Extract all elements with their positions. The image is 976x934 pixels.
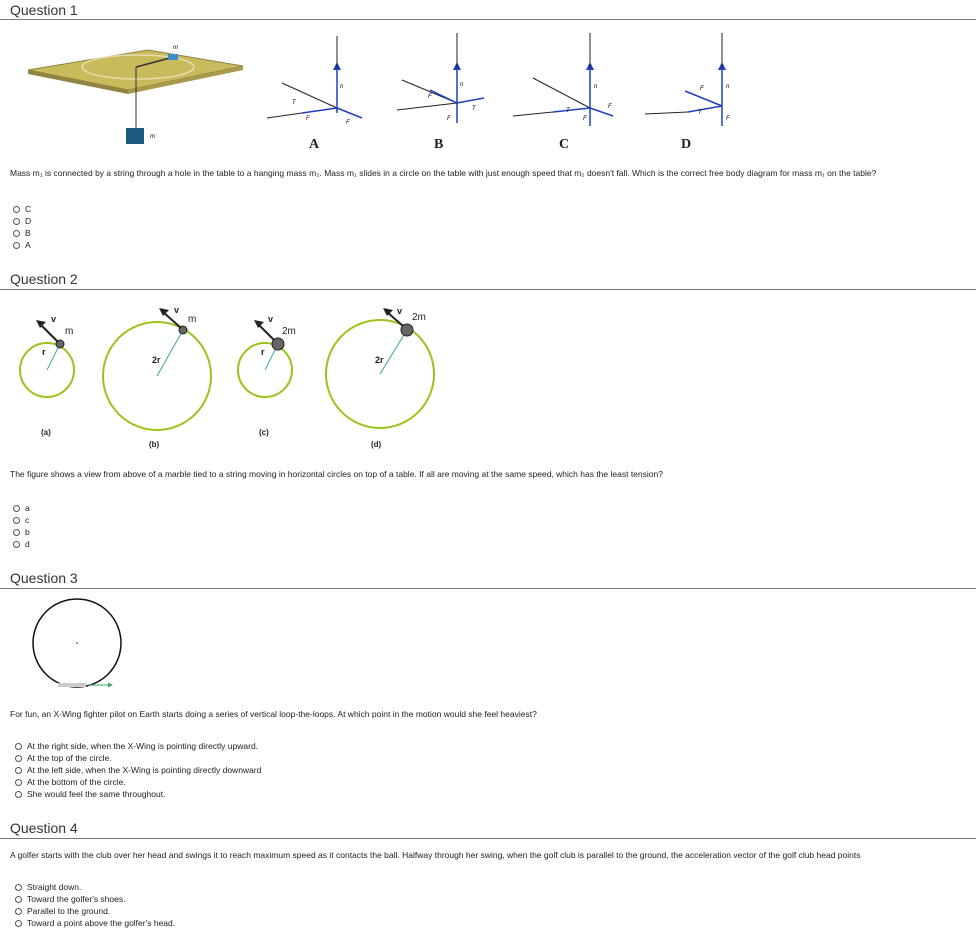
question-4-header [0, 819, 976, 839]
svg-text:m: m [150, 134, 155, 140]
q4-option-1[interactable] [15, 882, 81, 892]
panel-c-radius: r [261, 347, 265, 357]
fbd-b [392, 28, 502, 138]
panel-c-mass: 2m [282, 326, 296, 337]
fbd-label-c: C [559, 137, 570, 152]
svg-text:F: F [428, 94, 432, 100]
panel-c-velocity: v [268, 314, 274, 324]
panel-a-mass: m [65, 326, 74, 337]
option-label: Straight down. [27, 882, 82, 892]
q3-loop-figure [30, 598, 130, 698]
question-1-title: Question 1 [10, 2, 78, 18]
svg-text:T: T [472, 106, 476, 112]
svg-text:F: F [583, 116, 587, 122]
option-label: D [25, 216, 32, 226]
option-label: At the left side, when the X-Wing is pointing directly downward [27, 765, 262, 775]
question-2-title: Question 2 [10, 271, 78, 287]
option-label: C [25, 204, 32, 214]
svg-text:F: F [306, 116, 310, 122]
option-label: b [25, 527, 30, 537]
radio-button[interactable] [15, 896, 22, 903]
radio-button[interactable] [13, 505, 20, 512]
panel-c-caption: (c) [259, 428, 269, 437]
svg-text:n: n [726, 84, 730, 90]
radio-button[interactable] [13, 541, 20, 548]
radio-button[interactable] [13, 529, 20, 536]
radio-button[interactable] [15, 791, 22, 798]
question-2-text: The figure shows a view from above of a marble tied to a string moving in horizontal circles on top of a table. If all are moving at the same speed, which has the least tension? [10, 469, 663, 479]
fbd-label-a: A [309, 137, 320, 152]
option-label: a [25, 503, 30, 513]
svg-text:T: T [566, 108, 570, 114]
fbd-label-b: B [434, 137, 444, 152]
option-label: Toward the golfer's shoes. [27, 894, 126, 904]
q3-option-3[interactable] [15, 765, 261, 775]
question-4-text: A golfer starts with the club over her head and swings it to reach maximum speed as it contacts the ball. Halfway through her swing, when the golf club is parallel to the ground, the acceleration vector of the golf club head points [10, 850, 861, 860]
radio-button[interactable] [13, 218, 20, 225]
svg-text:m: m [173, 45, 178, 51]
panel-d-caption: (d) [371, 440, 382, 449]
option-label: d [25, 539, 30, 549]
radio-button[interactable] [13, 517, 20, 524]
question-2-header [0, 270, 976, 290]
q3-option-5[interactable] [15, 789, 165, 799]
option-label: At the top of the circle. [27, 753, 112, 763]
svg-text:F: F [726, 116, 730, 122]
panel-a-caption: (a) [41, 428, 51, 437]
svg-text:T: T [698, 110, 702, 116]
q2-option-3[interactable] [13, 527, 30, 537]
radio-button[interactable] [13, 242, 20, 249]
q2-circles-figure [0, 300, 460, 460]
q1-option-4[interactable] [13, 240, 31, 250]
radio-button[interactable] [15, 743, 22, 750]
panel-a-radius: r [42, 347, 46, 357]
radio-button[interactable] [13, 206, 20, 213]
svg-text:F: F [700, 86, 704, 92]
q1-option-3[interactable] [13, 228, 31, 238]
panel-b-radius: 2r [152, 355, 161, 365]
svg-text:F: F [346, 120, 350, 126]
question-3-title: Question 3 [10, 570, 78, 586]
panel-a-velocity: v [51, 314, 57, 324]
q4-option-2[interactable] [15, 894, 125, 904]
q3-option-2[interactable] [15, 753, 112, 763]
svg-text:T: T [292, 100, 296, 106]
option-label: Parallel to the ground. [27, 906, 111, 916]
question-4-title: Question 4 [10, 820, 78, 836]
panel-b-caption: (b) [149, 440, 160, 449]
q4-option-4[interactable] [15, 918, 175, 928]
q2-option-4[interactable] [13, 539, 30, 549]
svg-text:F: F [447, 116, 451, 122]
option-label: c [25, 515, 30, 525]
radio-button[interactable] [15, 920, 22, 927]
svg-text:n: n [594, 84, 598, 90]
panel-d-mass: 2m [412, 312, 426, 323]
svg-text:F: F [608, 104, 612, 110]
option-label: She would feel the same throughout. [27, 789, 166, 799]
q4-option-3[interactable] [15, 906, 110, 916]
panel-d-radius: 2r [375, 355, 384, 365]
fbd-label-d: D [681, 137, 692, 152]
option-label: At the bottom of the circle. [27, 777, 126, 787]
q3-option-4[interactable] [15, 777, 126, 787]
question-1-header [0, 0, 976, 20]
radio-button[interactable] [15, 908, 22, 915]
question-3-header [0, 569, 976, 589]
radio-button[interactable] [15, 767, 22, 774]
question-1-text: Mass m₁ is connected by a string through a hole in the table to a hanging mass m₂. Mass m₁ slides in a circle on the table with just enough speed that m₂ doesn't fall. Which is the correct free body diagram for mass m₁ on the table? [10, 168, 877, 178]
fbd-a [262, 28, 372, 138]
question-3-text: For fun, an X-Wing fighter pilot on Earth starts doing a series of vertical loop-the-loops. At which point in the motion would she feel heaviest? [10, 709, 537, 719]
radio-button[interactable] [15, 779, 22, 786]
radio-button[interactable] [13, 230, 20, 237]
option-label: A [25, 240, 31, 250]
svg-text:n: n [340, 84, 344, 90]
fbd-c [508, 28, 628, 138]
q3-option-1[interactable] [15, 741, 258, 751]
fbd-d [640, 28, 760, 138]
option-label: At the right side, when the X-Wing is pointing directly upward. [27, 741, 259, 751]
svg-text:n: n [460, 82, 464, 88]
option-label: Toward a point above the golfer's head. [27, 918, 176, 928]
radio-button[interactable] [15, 884, 22, 891]
panel-b-mass: m [188, 314, 197, 325]
option-label: B [25, 228, 31, 238]
q1-option-2[interactable] [13, 216, 31, 226]
q2-option-1[interactable] [13, 503, 30, 513]
q1-option-1[interactable] [13, 204, 31, 214]
panel-d-velocity: v [397, 306, 403, 316]
q2-option-2[interactable] [13, 515, 29, 525]
radio-button[interactable] [15, 755, 22, 762]
panel-b-velocity: v [174, 305, 180, 315]
q1-table-figure [28, 40, 248, 150]
